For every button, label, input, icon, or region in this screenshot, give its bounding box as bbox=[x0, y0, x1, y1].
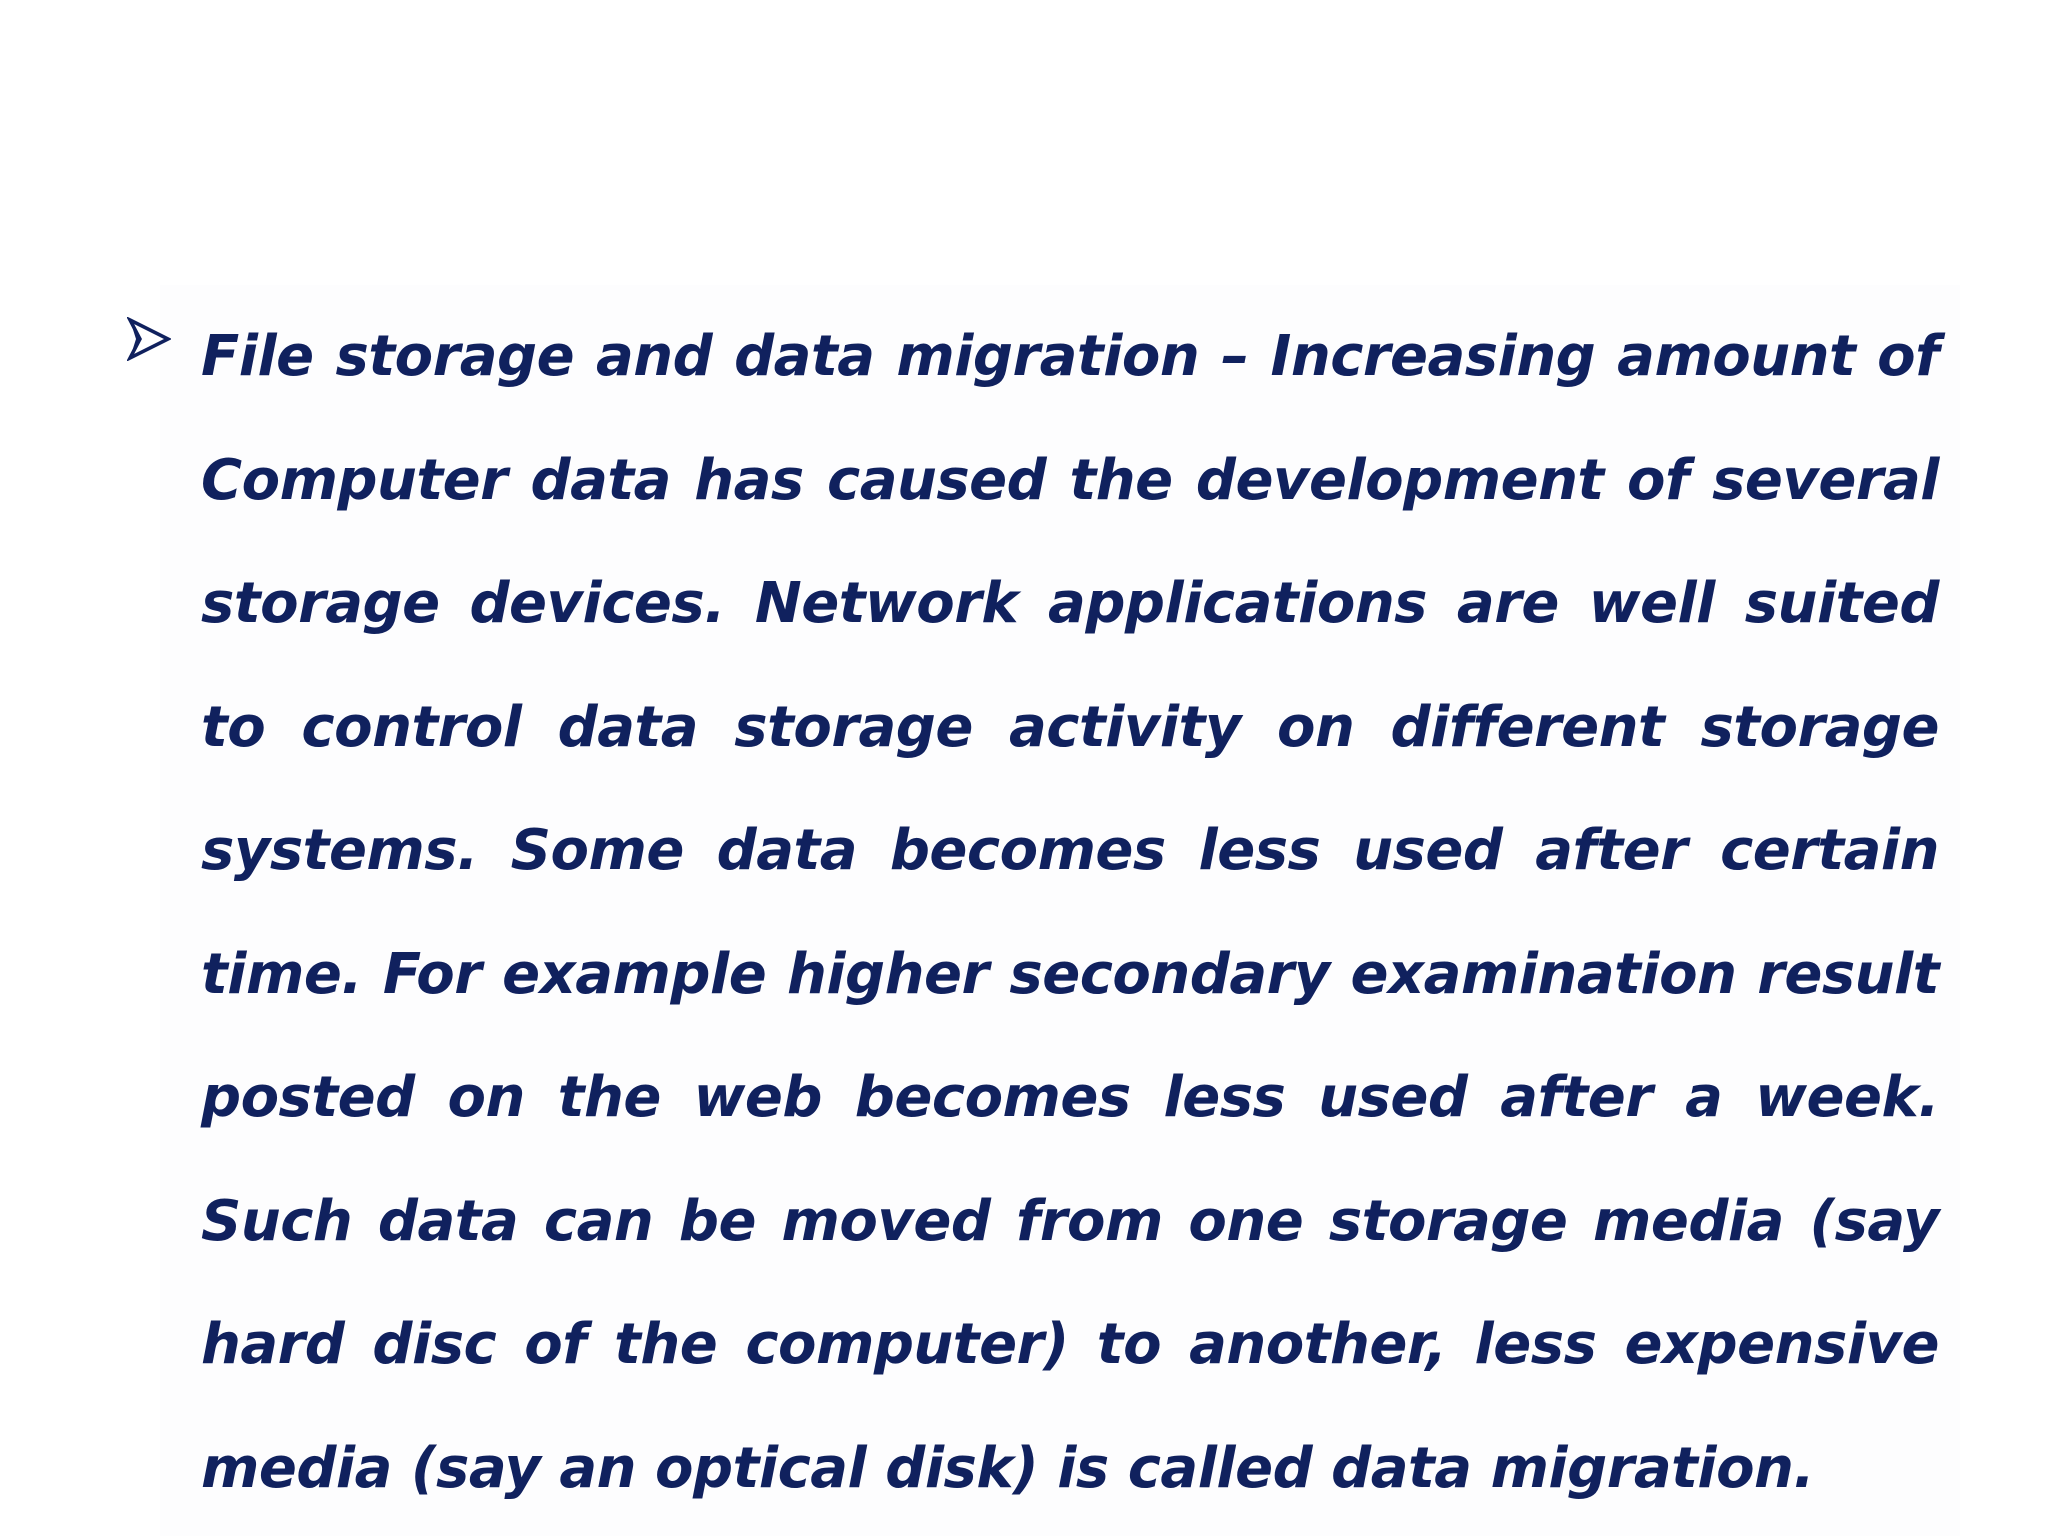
bullet-paragraph: File storage and data migration – Increasing amount of Computer data has caused the development of several storage devices. Network applications are well suited to control data storage activity on different storage systems. Some data becomes less used after certain time. For example higher secondary examination result posted on the web becomes less used after a week. Such data can be moved from one storage media (say hard disc of the computer) to another, less expensive media (say an optical disk) is called data migration. bbox=[201, 324, 1939, 1501]
arrow-bullet-icon bbox=[127, 317, 171, 361]
